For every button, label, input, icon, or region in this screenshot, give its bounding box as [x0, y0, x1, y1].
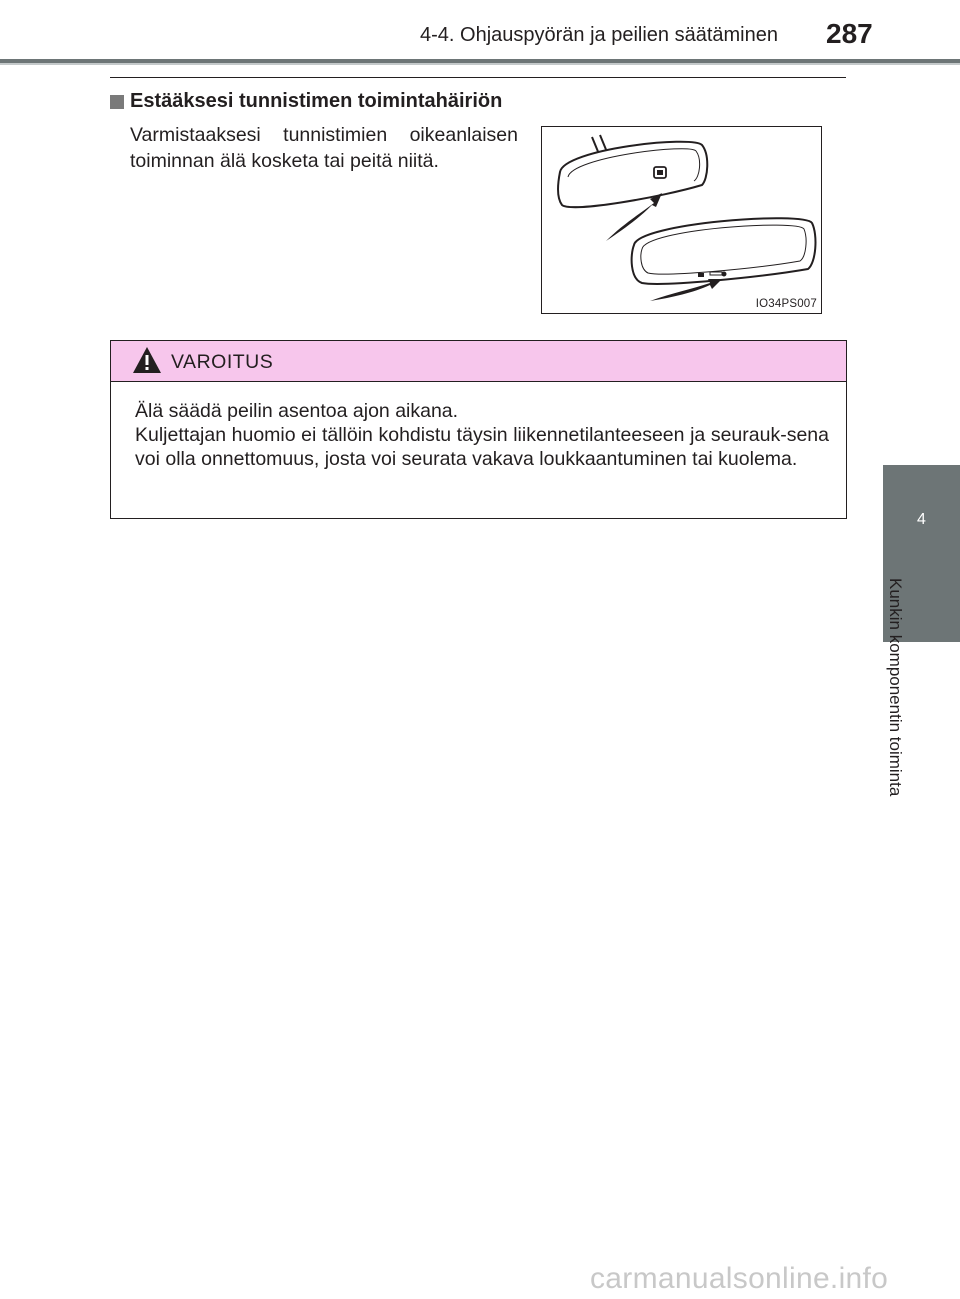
- warning-box: [110, 340, 847, 519]
- chapter-section-title: 4-4. Ohjauspyörän ja peilien säätäminen: [420, 24, 778, 46]
- warning-text: [135, 399, 829, 471]
- mirror-illustration-icon: [542, 127, 821, 313]
- figure-code: IO34PS007: [755, 298, 817, 310]
- warning-line-2: Kuljettajan huomio ei tällöin kohdistu täysin liikennetilanteeseen ja seurauk-sena voi olla onnettomuus, josta voi seurata vakava loukkaantuminen tai kuolema.: [135, 424, 829, 470]
- chapter-number: 4: [917, 511, 926, 528]
- header-rule-shadow: [0, 63, 960, 65]
- chapter-label-container: [880, 578, 930, 838]
- section-divider: [110, 77, 846, 78]
- square-bullet-icon: [110, 95, 124, 109]
- section-heading: [110, 90, 502, 113]
- body-paragraph: Varmistaaksesi tunnistimien oikeanlaisen toiminnan älä kosketa tai peitä niitä.: [130, 124, 518, 172]
- section-heading-text: Estääksesi tunnistimen toimintahäiriön: [130, 90, 503, 112]
- warning-triangle-icon: [131, 345, 163, 375]
- footer-watermark: carmanualsonline.info: [590, 1262, 889, 1295]
- warning-line-1: Älä säädä peilin asentoa ajon aikana.: [135, 400, 459, 422]
- page-number: 287: [826, 18, 873, 49]
- chapter-title-vertical: Kunkin komponentin toiminta: [886, 578, 905, 797]
- warning-header: [111, 341, 846, 382]
- mirror-sensor-illustration: [541, 126, 822, 314]
- warning-title: VAROITUS: [171, 351, 274, 373]
